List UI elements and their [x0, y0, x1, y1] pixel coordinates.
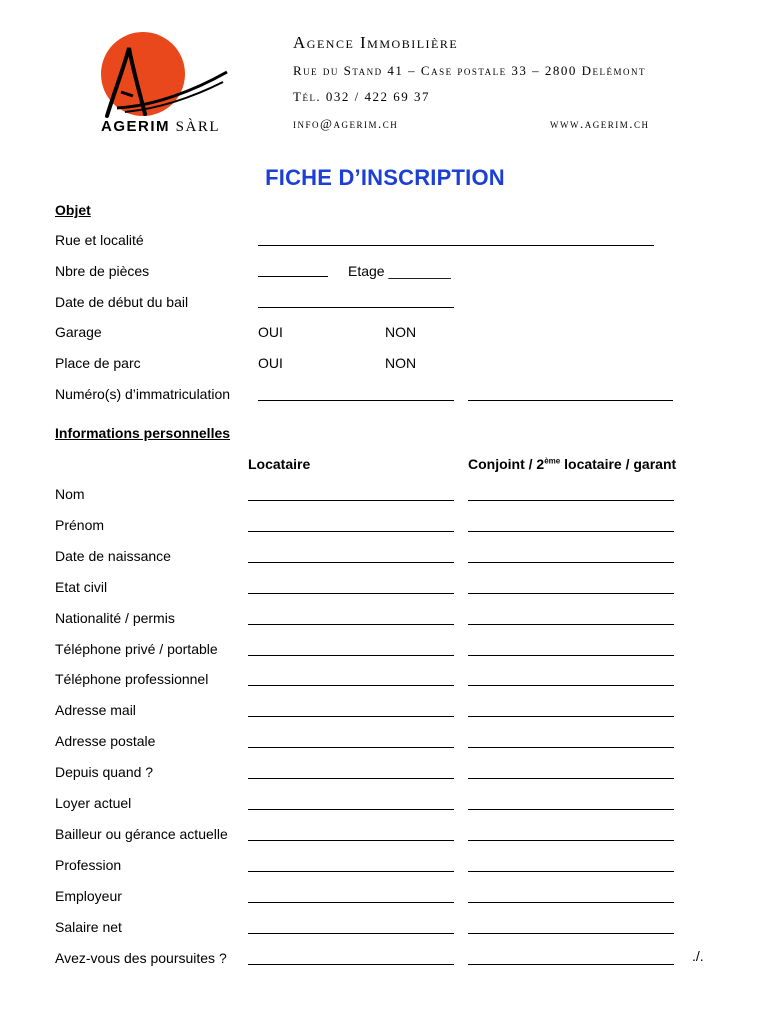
locataire-input[interactable] [248, 840, 454, 841]
field-pieces[interactable] [258, 276, 328, 277]
locataire-input[interactable] [248, 593, 454, 594]
agency-website[interactable]: www.agerim.ch [550, 116, 650, 131]
continuation-mark: ./. [692, 948, 704, 964]
field-label: Employeur [55, 888, 122, 904]
col-conjoint [468, 456, 676, 472]
col-conjoint-post: locataire / garant [560, 456, 677, 472]
field-label: Adresse postale [55, 733, 156, 749]
locataire-input[interactable] [248, 500, 454, 501]
field-label: Etat civil [55, 579, 108, 595]
locataire-input[interactable] [248, 655, 454, 656]
field-label: Téléphone professionnel [55, 671, 209, 687]
field-rue[interactable] [258, 245, 654, 246]
field-label: Nom [55, 486, 85, 502]
label-pieces: Nbre de pièces [55, 263, 150, 279]
locataire-input[interactable] [248, 716, 454, 717]
conjoint-input[interactable] [468, 562, 674, 563]
agency-phone: Tél. 032 / 422 69 37 [293, 89, 431, 104]
field-label: Salaire net [55, 919, 122, 935]
locataire-input[interactable] [248, 902, 454, 903]
agency-name: Agence Immobilière [293, 33, 459, 52]
locataire-input[interactable] [248, 531, 454, 532]
conjoint-input[interactable] [468, 840, 674, 841]
section-objet: Objet [55, 202, 91, 218]
conjoint-input[interactable] [468, 593, 674, 594]
conjoint-input[interactable] [468, 500, 674, 501]
label-place: Place de parc [55, 355, 141, 371]
locataire-input[interactable] [248, 747, 454, 748]
field-label: Date de naissance [55, 548, 171, 564]
section-perso: Informations personnelles [55, 425, 231, 441]
logo-brand: AGERIM [101, 118, 170, 135]
label-etage[interactable]: Etage ________ [348, 263, 451, 279]
locataire-input[interactable] [248, 871, 454, 872]
conjoint-input[interactable] [468, 624, 674, 625]
conjoint-input[interactable] [468, 964, 674, 965]
field-label: Loyer actuel [55, 795, 132, 811]
field-label: Prénom [55, 517, 105, 533]
col-conjoint-sup: ème [544, 456, 561, 466]
agency-email[interactable]: info@agerim.ch [293, 116, 399, 131]
garage-oui[interactable]: OUI [258, 324, 283, 340]
place-oui[interactable]: OUI [258, 355, 283, 371]
field-label: Avez-vous des poursuites ? [55, 950, 227, 966]
label-date-bail: Date de début du bail [55, 294, 189, 310]
locataire-input[interactable] [248, 562, 454, 563]
locataire-input[interactable] [248, 933, 454, 934]
conjoint-input[interactable] [468, 933, 674, 934]
conjoint-input[interactable] [468, 716, 674, 717]
col-locataire: Locataire [248, 456, 311, 472]
logo-suffix: SÀRL [175, 119, 221, 135]
field-label: Téléphone privé / portable [55, 641, 218, 657]
conjoint-input[interactable] [468, 655, 674, 656]
field-label: Nationalité / permis [55, 610, 175, 626]
conjoint-input[interactable] [468, 809, 674, 810]
conjoint-input[interactable] [468, 902, 674, 903]
conjoint-input[interactable] [468, 871, 674, 872]
locataire-input[interactable] [248, 964, 454, 965]
field-label: Adresse mail [55, 702, 136, 718]
place-non[interactable]: NON [385, 355, 417, 371]
locataire-input[interactable] [248, 778, 454, 779]
col-conjoint-pre: Conjoint / 2 [468, 456, 545, 472]
locataire-input[interactable] [248, 624, 454, 625]
garage-non[interactable]: NON [385, 324, 417, 340]
conjoint-input[interactable] [468, 778, 674, 779]
label-garage: Garage [55, 324, 102, 340]
conjoint-input[interactable] [468, 531, 674, 532]
conjoint-input[interactable] [468, 685, 674, 686]
locataire-input[interactable] [248, 685, 454, 686]
field-date-bail[interactable] [258, 307, 454, 308]
locataire-input[interactable] [248, 809, 454, 810]
field-immat-1[interactable] [258, 400, 454, 401]
field-immat-2[interactable] [468, 400, 673, 401]
field-label: Profession [55, 857, 122, 873]
page-title: FICHE D’INSCRIPTION [265, 165, 505, 190]
field-label: Bailleur ou gérance actuelle [55, 826, 228, 842]
agency-address: Rue du Stand 41 – Case postale 33 – 2800 Delémont [293, 63, 647, 78]
field-label: Depuis quand ? [55, 764, 154, 780]
agerim-logo [95, 30, 235, 140]
label-immat: Numéro(s) d’immatriculation [55, 386, 231, 402]
conjoint-input[interactable] [468, 747, 674, 748]
label-rue: Rue et localité [55, 232, 144, 248]
